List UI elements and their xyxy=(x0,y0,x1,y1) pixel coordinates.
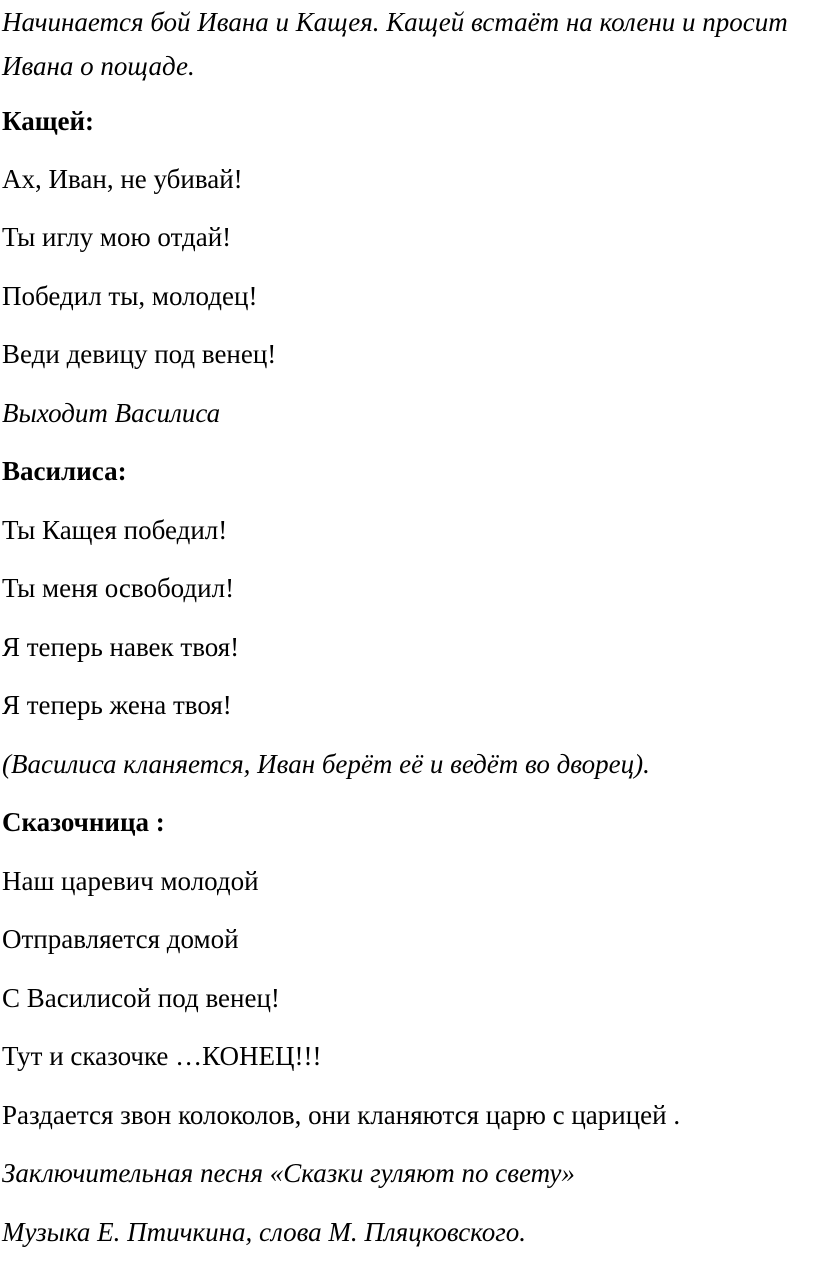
speaker-koschei: Кащей: xyxy=(2,106,95,136)
verse-line: Ты меня освободил! xyxy=(2,573,235,603)
song-credits: Музыка Е. Птичкина, слова М. Пляцковского. xyxy=(2,1217,527,1247)
verse-line: Наш царевич молодой xyxy=(2,866,259,896)
verse-line: Я теперь навек твоя! xyxy=(2,632,240,662)
narration-bells: Раздается звон колоколов, они кланяются царю с царицей . xyxy=(2,1100,681,1130)
speaker-storyteller: Сказочница : xyxy=(2,807,165,837)
verse-line: Тут и сказочке …КОНЕЦ!!! xyxy=(2,1041,322,1071)
verse-line: С Василисой под венец! xyxy=(2,983,280,1013)
verse-line: Я теперь жена твоя! xyxy=(2,690,232,720)
verse-line: Ах, Иван, не убивай! xyxy=(2,164,243,194)
stage-direction-vasilisa-enters: Выходит Василиса xyxy=(2,398,221,428)
stage-direction-battle: Начинается бой Ивана и Кащея. Кащей встаёт на колени и просит Ивана о пощаде. xyxy=(2,7,788,81)
final-song-title: Заключительная песня «Сказки гуляют по свету» xyxy=(2,1158,575,1188)
verse-line: Победил ты, молодец! xyxy=(2,281,258,311)
verse-line: Отправляется домой xyxy=(2,924,239,954)
speaker-vasilisa: Василиса: xyxy=(2,456,127,486)
verse-line: Ты иглу мою отдай! xyxy=(2,222,232,252)
verse-line: Веди девицу под венец! xyxy=(2,339,277,369)
verse-line: Ты Кащея победил! xyxy=(2,515,228,545)
stage-direction-bow: (Василиса кланяется, Иван берёт её и ведёт во дворец). xyxy=(2,749,650,779)
